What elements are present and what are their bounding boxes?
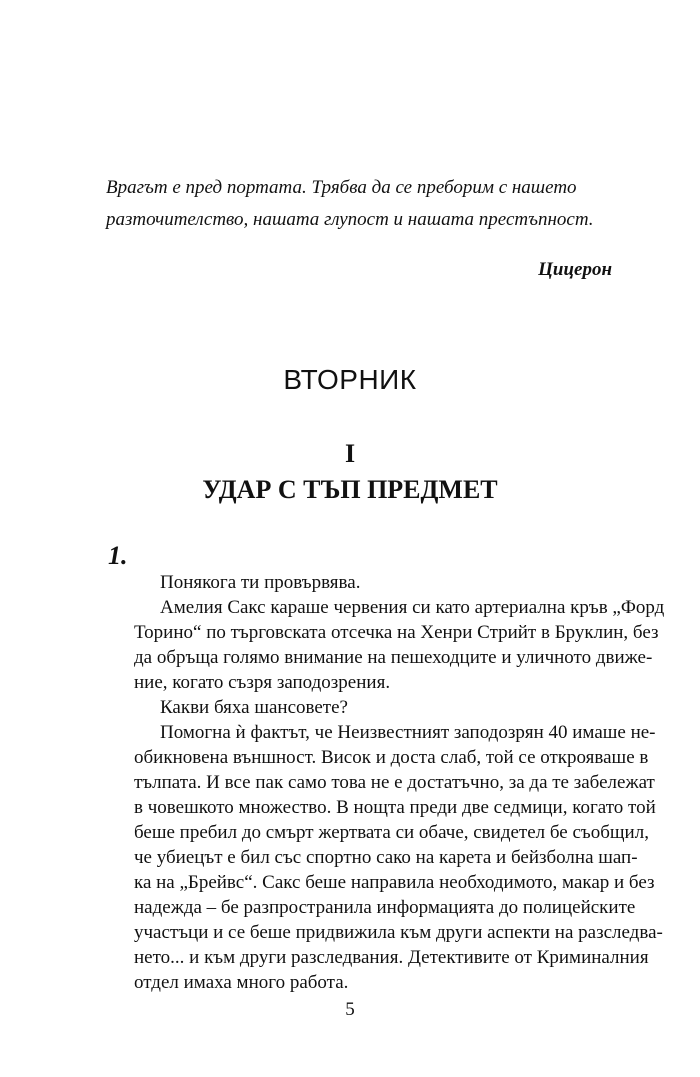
text-line: беше пребил до смърт жертвата си обаче, свидетел бе съобщил,	[134, 822, 649, 843]
paragraph	[108, 720, 663, 995]
text-line: че убиецът е бил със спортно сако на карета и бейзболна шап-	[134, 847, 638, 868]
chapter-body	[108, 570, 665, 995]
text-line: Какви бяха шансовете?	[160, 697, 348, 718]
text-line: ка на „Брейвс“. Сакс беше направила необходимото, макар и без	[134, 872, 655, 893]
part-number: I	[344, 439, 356, 468]
day-title: ВТОРНИК	[283, 364, 417, 395]
text-line: Помогна ѝ фактът, че Неизвестният заподозрян 40 имаше не-	[160, 722, 656, 743]
text-line: нето... и към други разследвания. Детективите от Криминалния	[134, 947, 649, 968]
text-line: участъци и се беше придвижила към други аспекти на разследва-	[134, 922, 663, 943]
epigraph-line: Врагът е пред портата. Трябва да се преборим с нашето	[106, 177, 577, 198]
text-line: Амелия Сакс караше червения си като артериална кръв „Форд	[160, 597, 665, 618]
text-line: Торино“ по търговската отсечка на Хенри Стрийт в Бруклин, без	[134, 622, 659, 643]
text-line: обикновена външност. Висок и доста слаб, той се открояваше в	[134, 747, 649, 768]
text-line: в човешкото множество. В нощта преди две седмици, когато той	[134, 797, 656, 818]
text-line: надежда – бе разпространила информацията до полицейските	[134, 897, 636, 918]
chapter-number: 1.	[108, 541, 128, 570]
text-line: Понякога ти провървява.	[160, 572, 361, 593]
paragraph	[108, 570, 611, 595]
paragraph	[108, 595, 665, 695]
text-line: да обръща голямо внимание на пешеходците и уличното движе-	[134, 647, 653, 668]
epigraph-quote	[106, 172, 612, 236]
part-title: УДАР С ТЪП ПРЕДМЕТ	[202, 475, 498, 504]
text-line: отдел имаха много работа.	[134, 972, 349, 993]
text-line: тълпата. И все пак само това не е достатъчно, за да те забележат	[134, 772, 655, 793]
page-number: 5	[345, 999, 355, 1020]
epigraph-line: разточителство, нашата глупост и нашата престъпност.	[106, 209, 594, 230]
epigraph-author: Цицерон	[538, 259, 612, 280]
text-line: ние, когато съзря заподозрения.	[134, 672, 391, 693]
paragraph	[108, 695, 611, 720]
